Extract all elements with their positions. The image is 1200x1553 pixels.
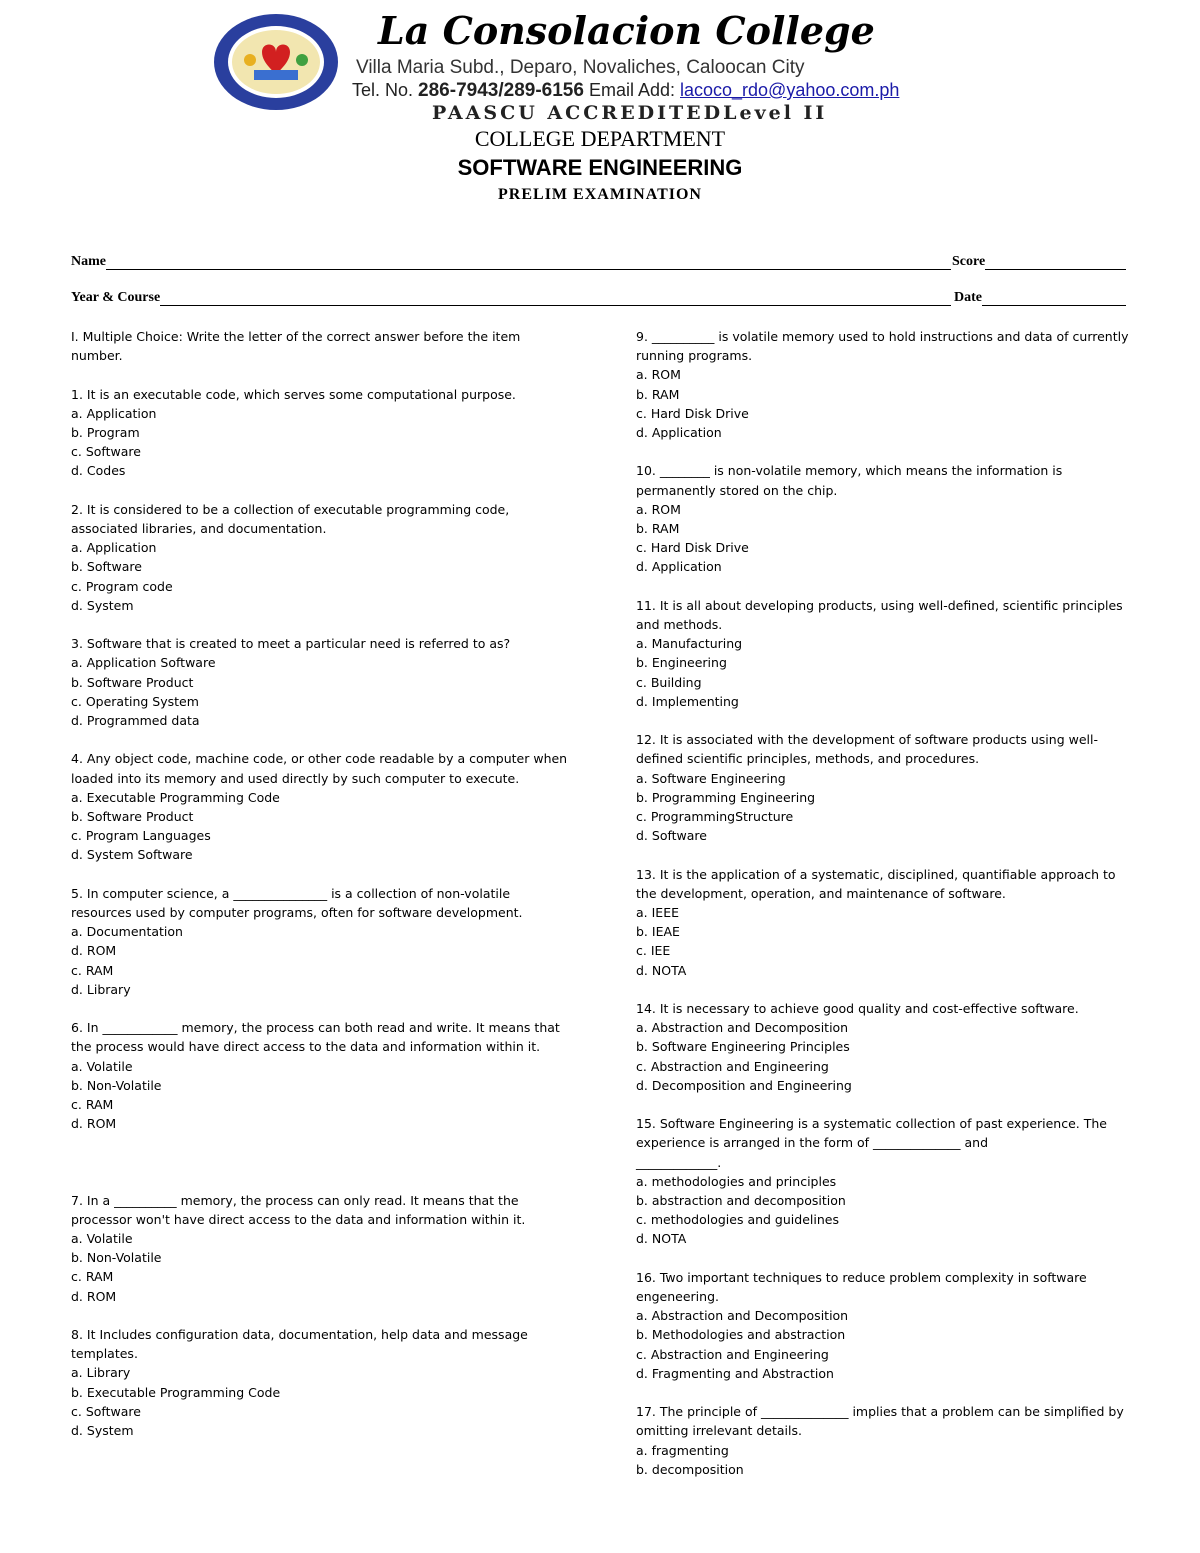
left-column	[71, 327, 571, 1459]
option-c: c. methodologies and guidelines	[636, 1212, 839, 1228]
option-c: c. Hard Disk Drive	[636, 405, 749, 421]
option-b: b. RAM	[636, 386, 680, 402]
year-course-blank-line	[160, 291, 951, 306]
option-b: b. Software Product	[71, 674, 194, 690]
question-3	[71, 634, 571, 730]
option-a: a. Library	[71, 1365, 131, 1381]
date-field[interactable]	[954, 290, 1126, 306]
subject-title: SOFTWARE ENGINEERING	[457, 155, 743, 180]
option-b: b. abstraction and decomposition	[636, 1193, 846, 1209]
question-text: 12. It is associated with the development of software products using well-defined scientific principles, methods, and procedures.	[636, 732, 1098, 767]
option-b: b. RAM	[636, 521, 680, 537]
accreditation-line: PAASCU ACCREDITEDLevel II	[432, 102, 828, 124]
email-label: Email Add:	[588, 80, 675, 100]
option-c: c. Program Languages	[71, 828, 211, 844]
question-13	[636, 865, 1136, 980]
question-15	[636, 1114, 1136, 1248]
option-c: c. RAM	[71, 962, 114, 978]
tel-label: Tel. No.	[352, 80, 414, 100]
question-12	[636, 730, 1136, 845]
option-b: b. IEAE	[636, 924, 680, 940]
question-text: 1. It is an executable code, which serves some computational purpose.	[71, 386, 516, 402]
option-b: b. Methodologies and abstraction	[636, 1327, 846, 1343]
option-c: c. Software	[71, 444, 141, 460]
question-text: 5. In computer science, a _______________ is a collection of non-volatile resources used by computer programs, often for software development.	[71, 885, 523, 921]
option-d: d. Application	[636, 559, 722, 575]
option-d: d. Library	[71, 981, 131, 997]
option-a: a. methodologies and principles	[636, 1173, 837, 1189]
question-1	[71, 385, 571, 481]
option-c: c. RAM	[71, 1269, 114, 1285]
option-a: a. Application	[71, 540, 157, 556]
question-10	[636, 461, 1136, 576]
option-c: c. Building	[636, 674, 702, 690]
exam-title: PRELIM EXAMINATION	[498, 186, 702, 203]
question-text: 10. ________ is non-volatile memory, which means the information is permanently stored on the chip.	[636, 463, 1063, 498]
option-d: d. System	[71, 1423, 134, 1439]
option-d: d. Decomposition and Engineering	[636, 1077, 852, 1093]
option-b: b. Program	[71, 425, 140, 440]
question-2	[71, 500, 571, 615]
option-b: b. Software Product	[71, 809, 194, 825]
option-b: b. Software	[71, 559, 142, 575]
question-16	[636, 1268, 1136, 1383]
option-a: a. Volatile	[71, 1058, 133, 1074]
option-b: b. Software Engineering Principles	[636, 1039, 850, 1055]
option-a: a. ROM	[636, 367, 681, 383]
question-4	[71, 749, 571, 864]
option-d: d. Fragmenting and Abstraction	[636, 1365, 834, 1381]
right-column	[636, 327, 1136, 1498]
option-b: b. Programming Engineering	[636, 789, 816, 805]
option-a: a. ROM	[636, 501, 681, 517]
question-text: 14. It is necessary to achieve good quality and cost-effective software.	[636, 1001, 1079, 1017]
option-d: d. System	[71, 597, 134, 613]
tel-number: 286-7943/289-6156	[418, 80, 584, 101]
option-d: d. ROM	[71, 1116, 117, 1132]
question-text: 7. In a __________ memory, the process can only read. It means that the processor won't have direct access to the data and information within it.	[71, 1192, 526, 1227]
option-b: d. ROM	[71, 943, 117, 959]
option-a: a. fragmenting	[636, 1442, 729, 1458]
question-text: 4. Any object code, machine code, or other code readable by a computer when loaded into its memory and used directly by such computer to execute.	[71, 751, 568, 786]
option-c: c. ProgrammingStructure	[636, 809, 794, 825]
option-c: c. IEE	[636, 943, 671, 959]
college-seal-logo	[212, 12, 340, 112]
spacer	[71, 1153, 571, 1191]
question-7	[71, 1191, 571, 1306]
option-d: d. Software	[636, 828, 707, 844]
option-d: d. System Software	[71, 847, 193, 863]
option-d: d. Implementing	[636, 693, 739, 709]
option-c: c. Abstraction and Engineering	[636, 1058, 829, 1074]
college-address: Villa Maria Subd., Deparo, Novaliches, Caloocan City	[356, 57, 805, 78]
option-a: a. Software Engineering	[636, 770, 786, 786]
question-text: 13. It is the application of a systematic, disciplined, quantifiable approach to the development, operation, and maintenance of software.	[636, 866, 1116, 901]
option-b: b. Non-Volatile	[71, 1250, 162, 1266]
option-b: b. decomposition	[636, 1461, 744, 1477]
college-name: La Consolacion College	[378, 8, 875, 53]
option-d: d. Codes	[71, 463, 126, 479]
option-a: a. Abstraction and Decomposition	[636, 1308, 849, 1324]
score-blank-line	[985, 255, 1126, 270]
score-label: Score	[952, 254, 986, 269]
question-text: 15. Software Engineering is a systematic collection of past experience. The experience is arranged in the form of ______________ and	[636, 1116, 1107, 1151]
question-text: 3. Software that is created to meet a particular need is referred to as?	[71, 636, 511, 652]
option-a: a. Documentation	[71, 924, 183, 940]
question-text: 11. It is all about developing products, using well-defined, scientific principles and methods.	[636, 597, 1123, 633]
option-a: a. Volatile	[71, 1231, 133, 1247]
contact-line	[352, 80, 899, 102]
option-a: a. Application Software	[71, 655, 216, 671]
instructions-text: I. Multiple Choice: Write the letter of the correct answer before the item number.	[71, 329, 521, 364]
option-a: a. Executable Programming Code	[71, 789, 280, 805]
score-field[interactable]	[952, 254, 1126, 270]
option-d: d. Programmed data	[71, 713, 200, 729]
option-a: a. IEEE	[636, 905, 679, 921]
option-b: b. Engineering	[636, 655, 727, 671]
question-8	[71, 1325, 571, 1440]
option-c: c. Hard Disk Drive	[636, 540, 749, 556]
option-c: c. Program code	[71, 578, 173, 594]
question-6	[71, 1018, 571, 1133]
option-a: a. Application	[71, 405, 157, 421]
option-d: d. Application	[636, 425, 722, 441]
question-text: 8. It Includes configuration data, documentation, help data and message templates.	[71, 1327, 528, 1362]
option-c: c. Abstraction and Engineering	[636, 1346, 829, 1362]
question-text-continued: _____________.	[636, 1154, 722, 1170]
question-9	[636, 327, 1136, 442]
question-text: 9. __________ is volatile memory used to hold instructions and data of currently running programs.	[636, 329, 1129, 364]
question-text: 17. The principle of ______________ implies that a problem can be simplified by omitting irrelevant details.	[636, 1404, 1124, 1439]
email-link[interactable]: lacoco_rdo@yahoo.com.ph	[680, 80, 900, 100]
question-text: 6. In ____________ memory, the process can both read and write. It means that the process would have direct access to the data and information within it.	[71, 1020, 560, 1055]
option-b: b. Non-Volatile	[71, 1077, 162, 1093]
name-label: Name	[71, 254, 106, 269]
question-text: 2. It is considered to be a collection of executable programming code, associated libraries, and documentation.	[71, 501, 510, 536]
option-d: d. ROM	[71, 1288, 117, 1304]
instructions	[71, 327, 571, 365]
question-5	[71, 884, 571, 999]
question-text: 16. Two important techniques to reduce problem complexity in software engeneering.	[636, 1269, 1087, 1305]
year-course-field[interactable]	[71, 290, 951, 306]
option-a: a. Manufacturing	[636, 636, 743, 652]
name-field[interactable]	[71, 254, 951, 270]
name-blank-line	[106, 255, 951, 270]
option-b: b. Executable Programming Code	[71, 1384, 281, 1400]
date-label: Date	[954, 290, 982, 305]
question-11	[636, 596, 1136, 711]
option-c: c. RAM	[71, 1097, 114, 1113]
year-course-label: Year & Course	[71, 290, 161, 305]
option-d: d. NOTA	[636, 962, 687, 978]
option-c: c. Software	[71, 1403, 141, 1419]
question-14	[636, 999, 1136, 1095]
date-blank-line	[982, 291, 1126, 306]
option-a: a. Abstraction and Decomposition	[636, 1020, 849, 1036]
option-c: c. Operating System	[71, 693, 199, 709]
option-d: d. NOTA	[636, 1231, 687, 1247]
question-17	[636, 1402, 1136, 1479]
department-title: COLLEGE DEPARTMENT	[474, 126, 726, 151]
